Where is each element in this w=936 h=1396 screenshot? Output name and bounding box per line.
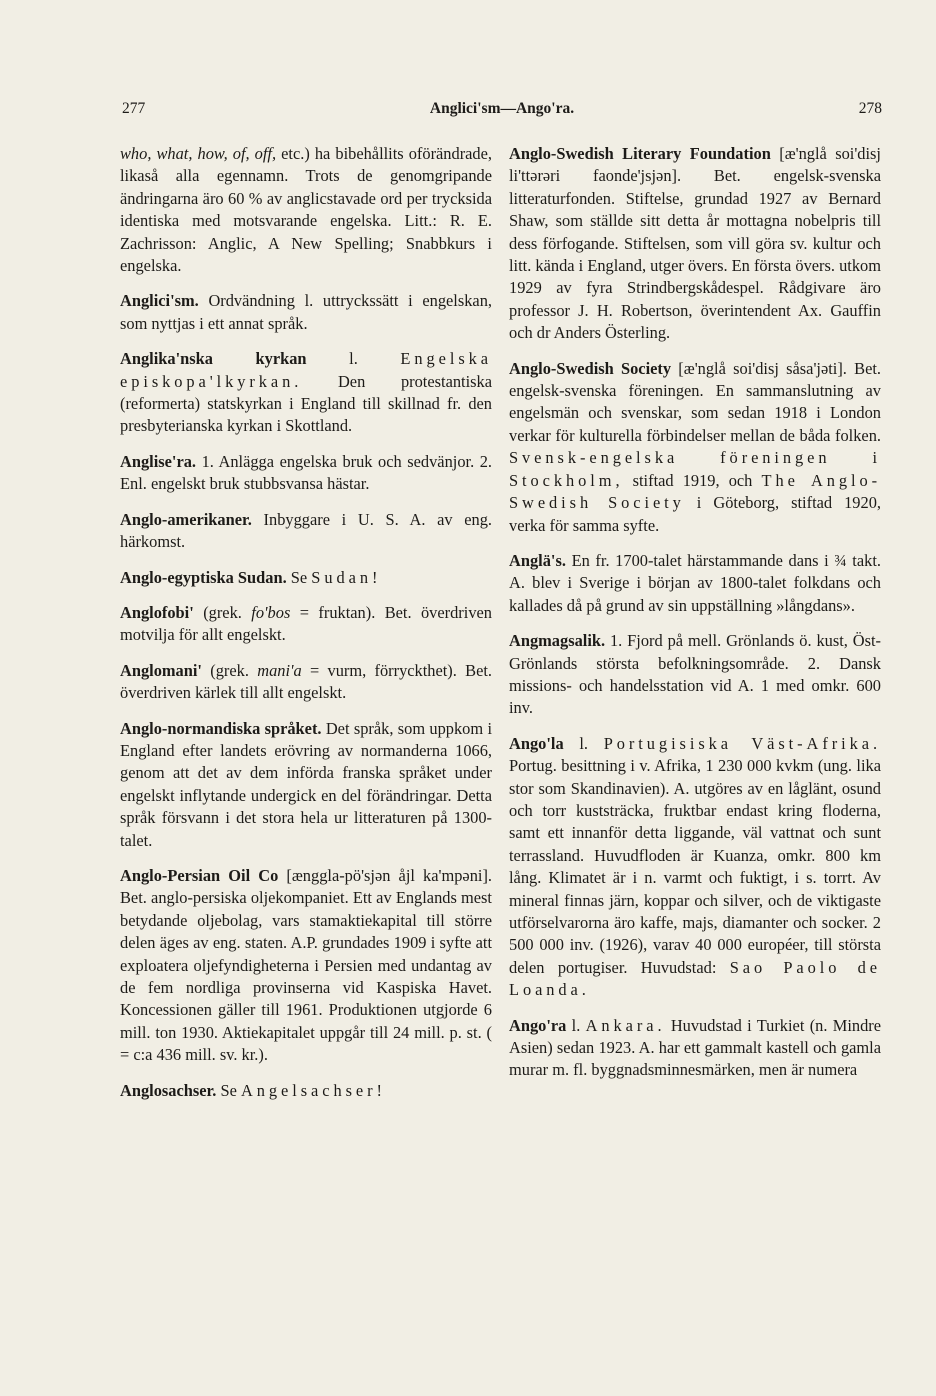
entry-anglofobi xyxy=(120,602,492,647)
entry-headword: Angmagsalik. xyxy=(509,631,606,651)
entry-anglo-egyptiska-sudan xyxy=(120,567,492,589)
entry-anglo-swedish-literary-foundation xyxy=(509,143,881,345)
entry-anglo-normandiska xyxy=(120,718,492,852)
entry-text: (grek. xyxy=(193,602,252,622)
page-number-left: 277 xyxy=(122,100,146,117)
page-header xyxy=(122,100,882,128)
entry-headword: Anglo-Swedish Literary Foundation xyxy=(509,144,771,163)
entry-spaced-term: Svensk-engelska föreningen i Stockholm, xyxy=(509,448,881,490)
entry-angora xyxy=(509,1015,881,1082)
entry-spaced-term: The Anglo-Swedish Society xyxy=(509,470,881,513)
left-column xyxy=(120,143,492,1115)
entry-spaced-term: Portugisiska Väst-Afrika. xyxy=(603,733,881,753)
entry-headword: Anglise'ra. xyxy=(120,451,197,471)
entry-headword: Anglosachser. xyxy=(120,1080,217,1100)
entry-headword: Anglo-egyptiska Sudan. xyxy=(120,567,287,587)
entry-anglikanska-kyrkan xyxy=(120,348,492,438)
entry-spaced-term: Ankara. xyxy=(585,1015,666,1035)
entry-headword: Anglo-normandiska språket. xyxy=(120,718,322,738)
entry-text: Portug. besittning i v. Afrika, 1 230 000 kvkm (ung. lika stor som Skandinavien). A. utgöres av en låglänt, osund och torr kuststräcka, fruktbar endast kring floderna, samt ett innanför detta liggande, väl vattnat och sunt terrassland. Huvudfloden är Kuanza, omkr. 800 km lång. Klimatet är i n. varmt och fuktigt, i s. torrt. Av mineral finnas järn, koppar och silver, och de viktigaste utförselvarorna äro kaffe, majs, diamanter och socker. 2 500 000 inv. (1926), varav 40 000 européer, till största delen portugiser. Huvudstad: xyxy=(509,756,881,977)
entry-text: l. xyxy=(306,349,401,369)
entry-text: [ænggla-pö'sjən åjl ka'mpəni]. Bet. anglo-persiska oljekompaniet. Ett av Englands mest betydande oljebolag, vars stamaktiekapital till större delen äges av eng. staten. A.P. grundades 1909 i syfte att exploatera oljefyndigheterna i Persien med undantag av de fem nordliga provinserna vid Kaspiska Havet. Koncessionen gäller till 1961. Produktionen utgjorde 6 mill. ton 1930. Aktiekapitalet uppgår till 24 mill. p. st. ( = c:a 436 mill. sv. kr.). xyxy=(120,865,492,1065)
entry-anglo-swedish-society xyxy=(509,358,881,537)
entry-text: etc.) ha bibehållits oförändrade, likaså alla egennamn. Trots de genomgripande ändringarna äro 60 % av anglicstavade ord per trycksida identiska med motsvarande engelska. Litt.: R. E. Zachrisson: Anglic, A New Spelling; Snabbkurs i engelska. xyxy=(120,144,492,276)
entry-text: Den protestantiska (reformerta) statskyrkan i England till skillnad fr. den presbyterianska kyrkan i Skottland. xyxy=(120,371,492,436)
entry-angmagsalik xyxy=(509,630,881,720)
entry-text: 1. Fjord på mell. Grönlands ö. kust, Öst-Grönlands största befolkningsområde. 2. Dansk missions- och handelsstation vid A. 1 med omkr. 600 inv. xyxy=(509,631,881,718)
entry-text: l. xyxy=(563,733,604,753)
entry-anglic-continued xyxy=(120,143,492,277)
entry-spaced-term: Sao Paolo de Loanda. xyxy=(509,957,881,1000)
entry-text: Det språk, som uppkom i England efter landets erövring av normanderna 1066, genom att det av dem införda franska språket under engelskt inflytande undergick en del förändringar. Detta språk försvann i det stora hela ur litteraturen på 1300-talet. xyxy=(120,718,493,850)
entry-headword: Anglo-Persian Oil Co xyxy=(120,865,279,885)
entry-headword: Anglo-Swedish Society xyxy=(509,358,672,378)
entry-spaced-term: Engelska episkopa'lkyrkan. xyxy=(120,349,492,391)
entry-spaced-term: Angelsachser! xyxy=(240,1080,386,1100)
entry-anglomani xyxy=(120,660,492,705)
entry-text: Se xyxy=(216,1080,241,1100)
entry-headword: Anglika'nska kyrkan xyxy=(120,349,307,369)
entry-italic: who, what, how, of, off, xyxy=(120,144,277,163)
page-title: Anglici'sm—Ango'ra. xyxy=(429,100,575,117)
entry-text: = vurm, förryckthet). Bet. överdriven kärlek till allt engelskt. xyxy=(120,660,493,703)
entry-headword: Anglici'sm. xyxy=(120,291,199,311)
entry-italic: mani'a xyxy=(257,660,302,680)
entry-text: Se xyxy=(286,567,312,587)
entry-anglicism xyxy=(120,290,492,335)
entry-anglo-persian-oil xyxy=(120,865,492,1067)
entry-text: [æ'nglå soi'disj li'ttərəri faonde'jsjən]. Bet. engelsk-svenska litteraturfonden. Stiftelse, grundad 1927 av Bernard Shaw, som ställde sitt detta år mottagna nobelpris till dess förfogande. Stiftelsen, som vill göra sv. kultur och litt. kända i England, utger övers. En första övers. utkom 1929 av fyra Strindbergskådespel. Rådgivare äro professor J. H. Robertson, överintendent Ax. Gauffin och dr Anders Österling. xyxy=(509,144,881,343)
entry-anglisera xyxy=(120,451,492,496)
entry-headword: Ango'la xyxy=(509,733,564,753)
right-column xyxy=(509,143,881,1095)
entry-text: l. xyxy=(566,1015,586,1035)
entry-text: stiftad 1919, och xyxy=(623,470,762,490)
entry-anglosachser xyxy=(120,1080,492,1102)
entry-headword: Anglofobi' xyxy=(120,602,194,622)
page-number-right: 278 xyxy=(858,100,882,117)
entry-text: (grek. xyxy=(201,660,258,680)
entry-headword: Anglomani' xyxy=(120,660,202,680)
entry-text: 1. Anlägga engelska bruk och sedvänjor. 2. Enl. engelskt bruk stubbsvansa hästar. xyxy=(120,451,492,494)
entry-text: i Göteborg, stiftad 1920, verka för samma syfte. xyxy=(509,493,881,535)
entry-text: Huvudstad i Turkiet (n. Mindre Asien) sedan 1923. A. har ett gammalt kastell och gamla murar m. fl. byggnadsminnesmärken, men är numera xyxy=(509,1015,881,1080)
entry-text: = fruktan). Bet. överdriven motvilja för allt engelskt. xyxy=(120,602,492,645)
entry-italic: fo'bos xyxy=(251,602,291,622)
entry-text: [æ'nglå soi'disj såsa'jəti]. Bet. engelsk-svenska föreningen. En sammanslutning av engelsmän och svenskar, som sedan 1918 i London verkar för kulturella förbindelser mellan de båda folken. xyxy=(509,358,881,445)
entry-text: Ordvändning l. uttryckssätt i engelskan, som nyttjas i ett annat språk. xyxy=(120,291,492,333)
entry-headword: Anglo-amerikaner. xyxy=(120,509,252,529)
entry-angola xyxy=(509,733,881,1002)
entry-headword: Anglä's. xyxy=(509,550,566,570)
entry-text: Inbyggare i U. S. A. av eng. härkomst. xyxy=(120,509,492,552)
entry-anglas xyxy=(509,550,881,617)
entry-text: En fr. 1700-talet härstammande dans i ¾ takt. A. blev i Sverige i början av 1800-talet folkdans och kallades då på grund av sin uppställning »långdans». xyxy=(509,550,881,615)
entry-spaced-term: Sudan! xyxy=(311,567,382,587)
entry-anglo-amerikaner xyxy=(120,509,492,554)
entry-headword: Ango'ra xyxy=(509,1015,567,1035)
